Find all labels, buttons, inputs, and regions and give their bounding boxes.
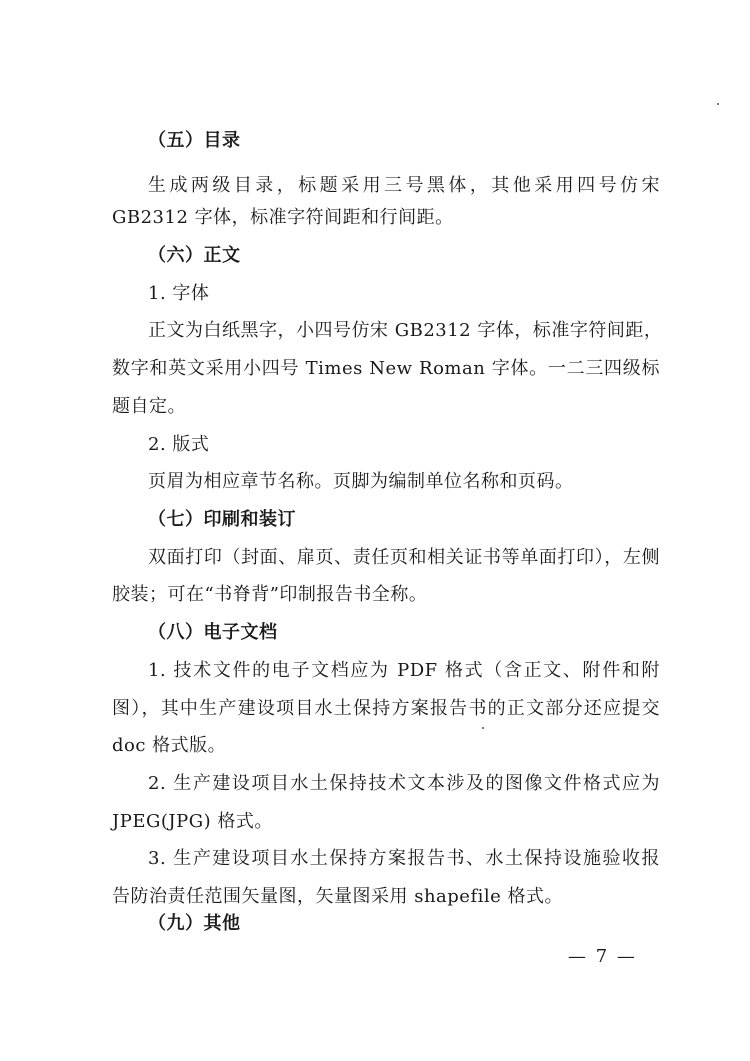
page-number: — 7 — [568, 946, 637, 967]
section-heading-printing: （七）印刷和装订 [148, 509, 296, 530]
paragraph-line: doc 格式版。 [112, 735, 227, 756]
scan-speck [482, 727, 484, 729]
section-heading-other: （九）其他 [148, 913, 241, 934]
section-heading-body: （六）正文 [148, 245, 241, 266]
subheading-font: 1. 字体 [148, 283, 210, 304]
section-heading-electronic: （八）电子文档 [148, 622, 278, 643]
paragraph-line: 图），其中生产建设项目水土保持方案报告书的正文部分还应提交 [112, 698, 660, 719]
paragraph-line: 2. 生产建设项目水土保持技术文本涉及的图像文件格式应为 [148, 773, 660, 794]
scan-speck [717, 103, 719, 105]
paragraph-line: 3. 生产建设项目水土保持方案报告书、水土保持设施验收报 [148, 848, 660, 869]
paragraph-line: 1. 技术文件的电子文档应为 PDF 格式（含正文、附件和附 [148, 660, 660, 681]
paragraph-line: 页眉为相应章节名称。页脚为编制单位名称和页码。 [148, 471, 574, 492]
paragraph-line: 生成两级目录，标题采用三号黑体，其他采用四号仿宋 [148, 175, 660, 196]
paragraph-line: 双面打印（封面、扉页、责任页和相关证书等单面打印），左侧 [148, 547, 660, 568]
paragraph-line: 胶装；可在“书脊背”印制报告书全称。 [112, 584, 428, 605]
paragraph-line: 告防治责任范围矢量图，矢量图采用 shapefile 格式。 [112, 886, 564, 907]
section-heading-toc: （五）目录 [148, 130, 241, 151]
paragraph-line: JPEG(JPG) 格式。 [112, 811, 273, 832]
subheading-layout: 2. 版式 [148, 434, 210, 455]
paragraph-line: GB2312 字体，标准字符间距和行间距。 [112, 207, 454, 228]
paragraph-line: 数字和英文采用小四号 Times New Roman 字体。一二三四级标 [112, 358, 660, 379]
paragraph-line: 题自定。 [112, 396, 186, 417]
paragraph-line: 正文为白纸黑字，小四号仿宋 GB2312 字体，标准字符间距， [148, 320, 663, 341]
